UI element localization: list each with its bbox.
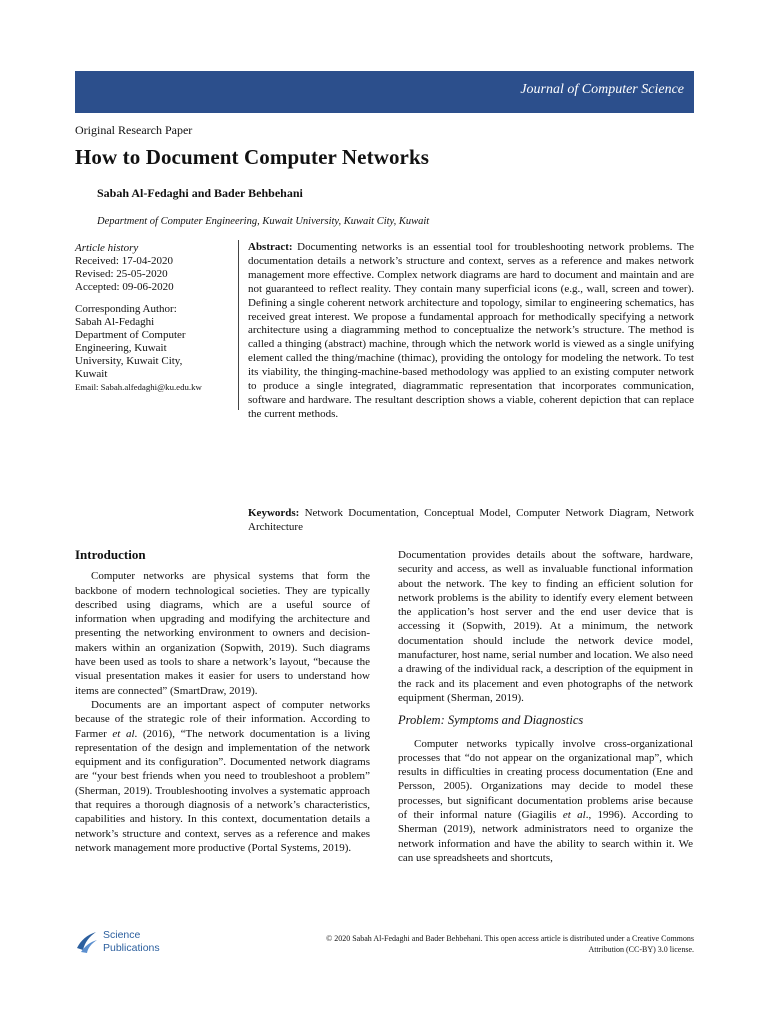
introduction-heading: Introduction — [75, 547, 146, 562]
science-publications-icon — [75, 928, 99, 954]
keywords-text: Network Documentation, Conceptual Model, Computer Network Diagram, Network Architecture — [248, 507, 695, 533]
accepted-date: Accepted: 09-06-2020 — [75, 281, 174, 293]
keywords — [248, 506, 694, 534]
publisher-name: Science Publications — [103, 929, 160, 954]
license-line-1: © 2020 Sabah Al-Fedaghi and Bader Behbehani. This open access article is distributed under a Creative Commons — [326, 934, 694, 943]
right-paragraph-1: Documentation provides details about the software, hardware, security and access, as well as invaluable functional information about the network. The key to finding an efficient solution for network problems is the ability to identify every element between the application’s host server and the end user device that is accessing it (Sopwith, 2019). At a minimum, the network documentation should include the network device model, manufacturer, host name, serial number and location. We also need a drawing of the individual rack, a description of the equipment in the rack and its placement and even photographs of the network equipment (Sherman, 2019). — [398, 549, 693, 704]
corresponding-name: Sabah Al-Fedaghi — [75, 316, 155, 328]
authors: Sabah Al-Fedaghi and Bader Behbehani — [97, 186, 303, 200]
license-notice — [234, 933, 694, 955]
journal-header-band — [75, 71, 694, 113]
corresponding-label: Corresponding Author: — [75, 303, 177, 315]
corresponding-country: Kuwait — [75, 368, 108, 380]
abstract-text: Documenting networks is an essential tool for troubleshooting network problems. The documentation details a network’s structure and context, serves as a reference and makes network management more effective. Complex network diagrams are hard to document and maintain and are not guaranteed to reflect reality. They contain many superficial icons (e.g., wall, screen and tower). Defining a single coherent network architecture and topology, similar to engineering schematics, has received great interest. We propose a fundamental approach for methodically specifying a network architecture using a diagramming method to conceptualize the network’s structure. The method is called a thinging (abstract) machine, through which the network world is viewed as a single unifying element called the thing/machine (thimac), providing the ontology for modeling the network. To test its viability, the thinging-machine-based methodology was applied to an existing computer network to produce a single integrated, diagrammatic representation that incorporates communication, software and hardware. The resultant description shows a viable, coherent depiction that can replace the current methods. — [248, 241, 694, 420]
paper-type: Original Research Paper — [75, 123, 193, 137]
article-history-title: Article history — [75, 242, 139, 254]
corresponding-dept-cont: Engineering, Kuwait — [75, 342, 167, 354]
corresponding-email[interactable]: Email: Sabah.alfedaghi@ku.edu.kw — [75, 382, 202, 392]
abstract-label: Abstract: — [248, 241, 293, 253]
journal-name: Journal of Computer Science — [520, 82, 684, 97]
received-date: Received: 17-04-2020 — [75, 255, 174, 267]
corresponding-dept: Department of Computer — [75, 329, 186, 341]
right-column — [398, 548, 693, 865]
left-column — [75, 548, 370, 855]
license-line-2: Attribution (CC-BY) 3.0 license. — [588, 945, 694, 954]
revised-date: Revised: 25-05-2020 — [75, 268, 168, 280]
column-divider — [238, 240, 239, 410]
keywords-label: Keywords: — [248, 507, 300, 519]
abstract — [248, 241, 694, 422]
publisher-logo — [75, 928, 175, 958]
right-paragraph-2: Computer networks typically involve cross-organizational processes that “do not appear on the organizational map”, which results in difficulties in creating process documentation (Ene and Persson, 2005). Organizations may decide to model these processes, but significant documentation problems arise because of their informal nature (Giagilis et al., 1996). According to Sherman (2019), network administrators need to organize the network information and have the ability to search within it. We can use spreadsheets and shortcuts, — [398, 737, 693, 864]
intro-paragraph-1: Computer networks are physical systems that form the backbone of modern technological societies. They are typically described using diagrams, which are a useful source of information when upgrading and modifying the architecture and presenting the networking environment to owners and decision-makers within an organization (Sopwith, 2019). Such diagrams have been used as tools to share a network’s layout, “because the visual presentation makes it easier for users to understand how items are connected” (SmartDraw, 2019). — [75, 570, 370, 697]
corresponding-university: University, Kuwait City, — [75, 355, 183, 367]
affiliation: Department of Computer Engineering, Kuwait University, Kuwait City, Kuwait — [97, 216, 430, 227]
intro-paragraph-2: Documents are an important aspect of computer networks because of the strategic role of their information. According to Farmer et al. (2016), “The network documentation is a living representation of the design and implementation of the network equipment and its configuration”. Documented network diagrams are “your best friends when you need to troubleshoot a problem” (Sherman, 2019). Troubleshooting involves a systematic approach that requires a thorough diagnosis of a network’s characteristics, capabilities and history. In this context, documentation details a network’s structure and context, serves as a reference and makes network management more productive (Portal Systems, 2019). — [75, 698, 370, 854]
article-info — [75, 242, 235, 394]
paper-title: How to Document Computer Networks — [75, 145, 430, 169]
problem-subheading: Problem: Symptoms and Diagnostics — [398, 713, 584, 728]
